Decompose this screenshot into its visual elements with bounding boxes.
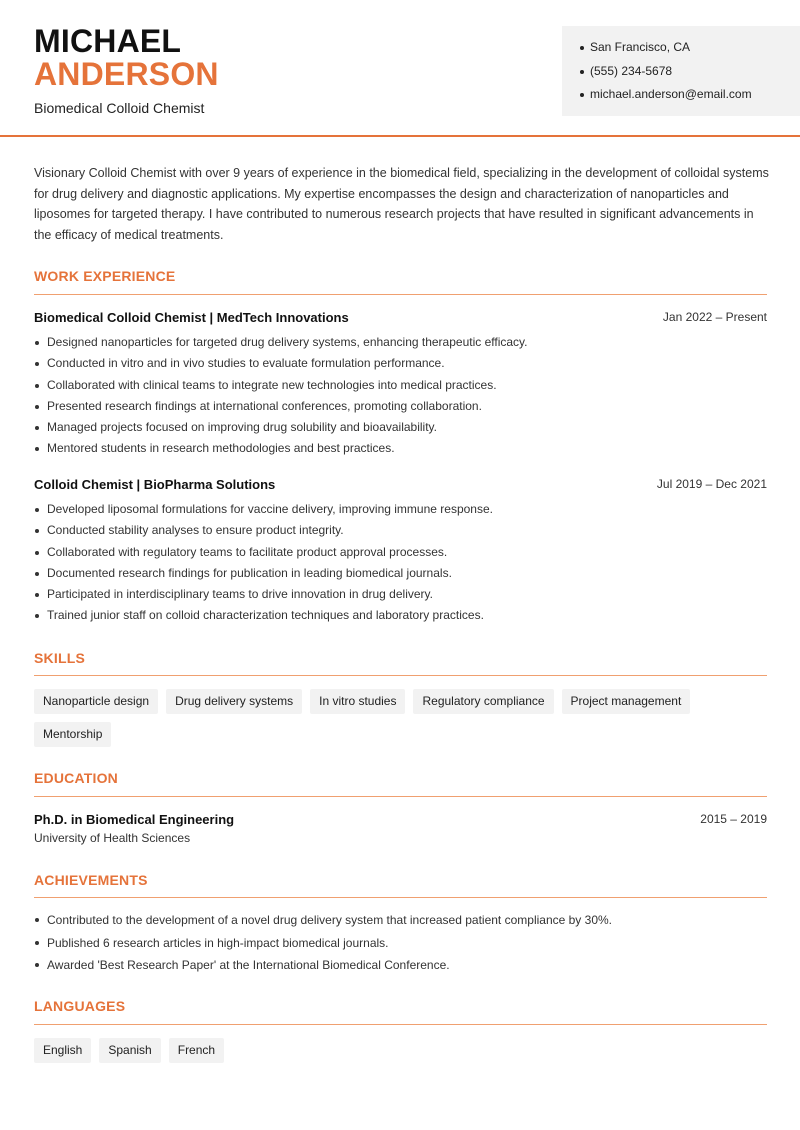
section-title-education: EDUCATION (34, 770, 118, 786)
skill-tag: Project management (562, 689, 691, 714)
skill-tag: Drug delivery systems (166, 689, 302, 714)
list-item: Conducted stability analyses to ensure product integrity. (47, 520, 767, 541)
skills-tags (34, 689, 767, 747)
language-tag: French (169, 1038, 224, 1063)
last-name: ANDERSON (34, 56, 219, 92)
section-title-work: WORK EXPERIENCE (34, 268, 176, 284)
list-item: Trained junior staff on colloid characterization techniques and laboratory practices. (47, 605, 767, 626)
first-name: MICHAEL (34, 23, 182, 59)
job-role: Biomedical Colloid Chemist | MedTech Innovations (34, 310, 349, 325)
section-divider (34, 294, 767, 295)
language-tag: Spanish (99, 1038, 160, 1063)
section-divider (34, 675, 767, 676)
achievement-bullets (47, 909, 767, 977)
job-header (34, 477, 767, 492)
job-title: Biomedical Colloid Chemist (34, 100, 205, 116)
language-tags (34, 1038, 767, 1063)
list-item: Designed nanoparticles for targeted drug delivery systems, enhancing therapeutic efficacy. (47, 332, 767, 353)
list-item: Mentored students in research methodologies and best practices. (47, 438, 767, 459)
job-role: Colloid Chemist | BioPharma Solutions (34, 477, 276, 492)
job-dates: Jul 2019 – Dec 2021 (656, 477, 767, 491)
contact-email[interactable]: michael.anderson@email.com (580, 83, 800, 107)
list-item: Contributed to the development of a novel drug delivery system that increased patient compliance by 30%. (47, 909, 767, 932)
job-dates: Jan 2022 – Present (662, 310, 767, 324)
list-item: Collaborated with clinical teams to integrate new technologies into medical practices. (47, 375, 767, 396)
section-title-languages: LANGUAGES (34, 998, 126, 1014)
list-item: Published 6 research articles in high-impact biomedical journals. (47, 932, 767, 955)
job-bullets (47, 332, 767, 460)
summary-paragraph: Visionary Colloid Chemist with over 9 years of experience in the biomedical field, specializing in the development of colloidal systems for drug delivery and diagnostic applications. My expertise encompasses the design and characterization of nanoparticles and liposomes for targeted therapy. I have contributed to numerous research projects that have resulted in significant advancements in the efficacy of medical treatments. (34, 166, 769, 243)
list-item: Awarded 'Best Research Paper' at the International Biomedical Conference. (47, 954, 767, 977)
education-degree: Ph.D. in Biomedical Engineering (34, 812, 235, 827)
section-title-achievements: ACHIEVEMENTS (34, 872, 148, 888)
section-title-skills: SKILLS (34, 650, 85, 666)
section-divider (34, 1024, 767, 1025)
language-tag: English (34, 1038, 91, 1063)
contact-phone: (555) 234-5678 (580, 60, 800, 84)
skill-tag: Nanoparticle design (34, 689, 158, 714)
education-school: University of Health Sciences (34, 831, 191, 845)
contact-location: San Francisco, CA (580, 36, 800, 60)
skill-tag: Mentorship (34, 722, 111, 747)
job-header (34, 310, 767, 325)
section-divider (34, 897, 767, 898)
list-item: Participated in interdisciplinary teams to drive innovation in drug delivery. (47, 584, 767, 605)
skill-tag: In vitro studies (310, 689, 405, 714)
list-item: Presented research findings at international conferences, promoting collaboration. (47, 396, 767, 417)
job-bullets (47, 499, 767, 627)
list-item: Developed liposomal formulations for vaccine delivery, improving immune response. (47, 499, 767, 520)
contact-box (562, 26, 800, 116)
section-divider (34, 796, 767, 797)
list-item: Documented research findings for publication in leading biomedical journals. (47, 563, 767, 584)
education-dates: 2015 – 2019 (700, 812, 767, 826)
skill-tag: Regulatory compliance (413, 689, 553, 714)
list-item: Managed projects focused on improving drug solubility and bioavailability. (47, 417, 767, 438)
list-item: Collaborated with regulatory teams to facilitate product approval processes. (47, 542, 767, 563)
resume-header (0, 0, 800, 137)
list-item: Conducted in vitro and in vivo studies to evaluate formulation performance. (47, 353, 767, 374)
